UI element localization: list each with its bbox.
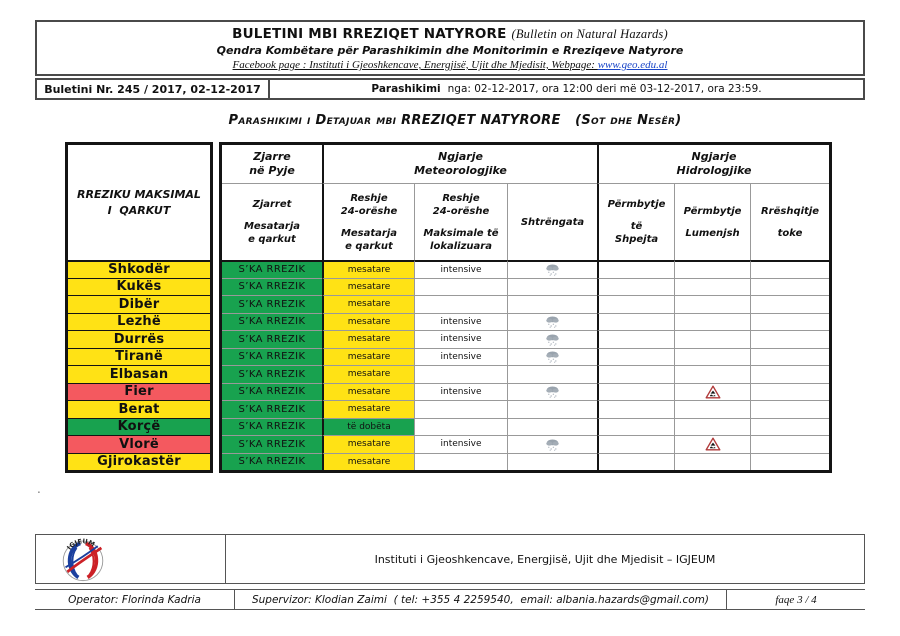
cell-storm [507,278,597,296]
cell-river-flood [674,365,750,383]
cell-landslide [750,435,829,453]
cell-rain-max [414,295,507,313]
cell-flash-flood [597,260,674,278]
district-header-line2: I QARKUT [107,203,171,217]
district-cell: Tiranë [68,348,210,366]
cell-landslide [750,295,829,313]
cell-landslide [750,400,829,418]
cell-river-flood [674,418,750,436]
cell-rain-avg: mesatare [322,453,414,471]
cell-rain-avg: mesatare [322,348,414,366]
cell-storm [507,365,597,383]
cell-landslide [750,348,829,366]
district-column-header [68,145,210,260]
cell-fires: S’KA RREZIK [222,278,322,296]
district-cell: Kukës [68,278,210,296]
cell-flash-flood [597,365,674,383]
webpage-link[interactable]: www.geo.edu.al [597,59,668,71]
cell-rain-max: intensive [414,260,507,278]
cell-rain-max [414,418,507,436]
district-cell: Gjirokastër [68,453,210,471]
risk-forecast-table [65,142,832,473]
bulletin-title-english: (Bulletin on Natural Hazards) [511,27,668,41]
cell-river-flood [674,453,750,471]
cell-landslide [750,260,829,278]
column-header-reshje-maksimale: Reshje 24-orëshe Maksimale të lokalizuara [414,183,507,260]
cell-fires: S’KA RREZIK [222,295,322,313]
logo-cell [36,535,226,583]
cell-rain-avg: mesatare [322,435,414,453]
cell-rain-avg: mesatare [322,400,414,418]
cell-flash-flood [597,400,674,418]
bulletin-title: BULETINI MBI RREZIQET NATYRORE [232,26,507,42]
cell-flash-flood [597,383,674,401]
column-header-reshje-mesatare: Reshje 24-orëshe Mesatarja e qarkut [322,183,414,260]
column-header-permbytje-lumenjsh: Përmbytje Lumenjsh [674,183,750,260]
credits-row [35,589,865,610]
forecast-period: nga: 02-12-2017, ora 12:00 deri më 03-12-2017, ora 23:59. [447,83,762,95]
cell-storm [507,400,597,418]
cell-rain-max [414,365,507,383]
header-box [35,20,865,76]
column-header-permbytje-te-shpejta: Përmbytje të Shpejta [597,183,674,260]
cell-fires: S’KA RREZIK [222,365,322,383]
stray-mark: . [37,482,41,496]
flood-warning-icon [705,385,721,399]
cell-rain-avg: mesatare [322,278,414,296]
cell-river-flood [674,278,750,296]
cell-flash-flood [597,278,674,296]
page-number: faqe 3 / 4 [775,593,817,606]
cell-rain-avg: mesatare [322,383,414,401]
district-cell: Dibër [68,295,210,313]
cell-storm [507,295,597,313]
district-table [65,142,213,473]
group-header-ngjarje-hidrologjike: Ngjarje Hidrologjike [597,145,829,183]
cell-landslide [750,383,829,401]
cell-storm [507,330,597,348]
info-bar [35,78,865,100]
cell-rain-max: intensive [414,348,507,366]
cell-river-flood [674,260,750,278]
cell-fires: S’KA RREZIK [222,260,322,278]
cell-rain-avg: mesatare [322,313,414,331]
cell-flash-flood [597,418,674,436]
supervisor-contact: Supervizor: Klodian Zaimi ( tel: +355 4 2259540, email: albania.hazards@gmail.com) [235,590,727,609]
institute-name: Instituti i Gjeoshkencave, Energjisë, Ujit dhe Mjedisit – IGJEUM [374,552,716,566]
rain-cloud-icon [544,333,561,346]
cell-fires: S’KA RREZIK [222,453,322,471]
section-title: Parashikimi i Detajuar mbi RREZIQET NATYRORE (Sot dhe Nesër) [228,113,682,128]
cell-flash-flood [597,295,674,313]
cell-flash-flood [597,435,674,453]
cell-rain-max: intensive [414,313,507,331]
igjeum-logo [54,536,112,582]
hazard-table [219,142,832,473]
cell-landslide [750,330,829,348]
district-cell: Lezhë [68,313,210,331]
column-header-shtrengata: Shtrëngata [507,183,597,260]
district-cell: Vlorë [68,435,210,453]
bulletin-subtitle: Qendra Kombëtare për Parashikimin dhe Monitorimin e Rreziqeve Natyrore [216,44,684,57]
forecast-period-cell [270,80,863,98]
cell-storm [507,383,597,401]
district-cell: Shkodër [68,260,210,278]
bulletin-number: Buletini Nr. 245 / 2017, 02-12-2017 [37,80,270,98]
cell-storm [507,348,597,366]
cell-rain-max: intensive [414,383,507,401]
cell-fires: S’KA RREZIK [222,348,322,366]
cell-river-flood [674,383,750,401]
column-header-zjarret: Zjarret Mesatarja e qarkut [222,183,322,260]
cell-fires: S’KA RREZIK [222,330,322,348]
cell-landslide [750,278,829,296]
cell-flash-flood [597,348,674,366]
rain-cloud-icon [544,385,561,398]
cell-river-flood [674,330,750,348]
cell-river-flood [674,313,750,331]
cell-landslide [750,365,829,383]
cell-rain-avg: mesatare [322,295,414,313]
cell-rain-avg: të dobëta [322,418,414,436]
cell-rain-max: intensive [414,330,507,348]
district-cell: Berat [68,400,210,418]
cell-storm [507,453,597,471]
district-header-line1: RREZIKU MAKSIMAL [77,187,201,201]
cell-storm [507,260,597,278]
cell-river-flood [674,435,750,453]
cell-fires: S’KA RREZIK [222,418,322,436]
footer-box [35,534,865,584]
rain-cloud-icon [544,315,561,328]
cell-landslide [750,453,829,471]
cell-fires: S’KA RREZIK [222,383,322,401]
group-header-ngjarje-meteorologjike: Ngjarje Meteorologjike [322,145,597,183]
cell-rain-max [414,453,507,471]
rain-cloud-icon [544,263,561,276]
district-cell: Fier [68,383,210,401]
cell-storm [507,313,597,331]
district-cell: Korçë [68,418,210,436]
forecast-label: Parashikimi [371,83,441,95]
cell-rain-avg: mesatare [322,365,414,383]
operator-name: Operator: Florinda Kadria [35,590,235,609]
cell-rain-max [414,278,507,296]
cell-landslide [750,313,829,331]
rain-cloud-icon [544,438,561,451]
bulletin-title-line [37,26,863,42]
cell-storm [507,435,597,453]
district-cell: Elbasan [68,365,210,383]
district-cell: Durrës [68,330,210,348]
cell-fires: S’KA RREZIK [222,313,322,331]
cell-rain-avg: mesatare [322,260,414,278]
cell-rain-avg: mesatare [322,330,414,348]
rain-cloud-icon [544,350,561,363]
cell-storm [507,418,597,436]
cell-flash-flood [597,453,674,471]
cell-rain-max [414,400,507,418]
group-header-zjarre-ne-pyje: Zjarre në Pyje [249,149,295,177]
cell-flash-flood [597,330,674,348]
logo-text: IGJEUM [65,537,97,552]
cell-landslide [750,418,829,436]
cell-river-flood [674,400,750,418]
column-header-rreshqitje-toke: Rrëshqitje toke [750,183,829,260]
flood-warning-icon [705,437,721,451]
cell-rain-max: intensive [414,435,507,453]
cell-fires: S’KA RREZIK [222,400,322,418]
facebook-line [37,59,863,71]
cell-river-flood [674,348,750,366]
cell-flash-flood [597,313,674,331]
cell-river-flood [674,295,750,313]
facebook-label: Facebook page : Instituti i Gjeoshkencave, Energjisë, Ujit dhe Mjedisit, Webpage: [232,59,598,71]
cell-fires: S’KA RREZIK [222,435,322,453]
